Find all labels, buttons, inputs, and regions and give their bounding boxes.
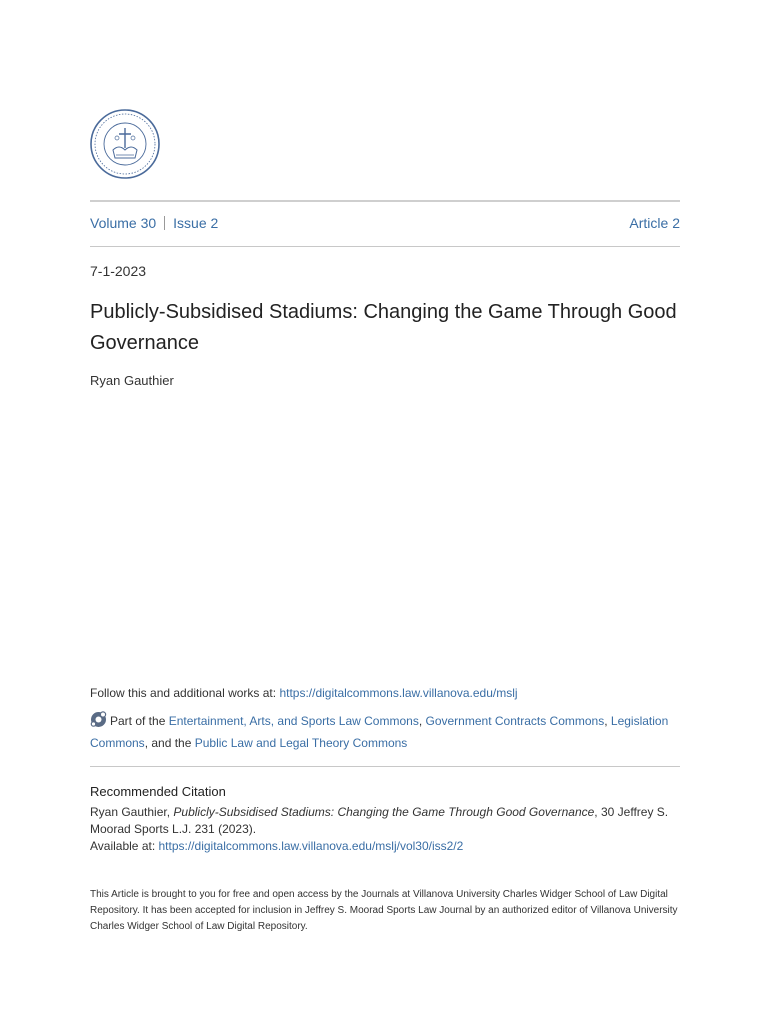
volume-link[interactable]: Volume 30: [90, 215, 157, 231]
entertainment-arts-sports-law-commons-link[interactable]: Entertainment, Arts, and Sports Law Commons: [168, 714, 419, 728]
legislation-commons-link[interactable]: Legislation Commons: [90, 714, 669, 750]
part-of-separator: , and the: [144, 736, 195, 750]
recommended-citation: [90, 804, 680, 855]
part-of-separator: ,: [418, 714, 426, 728]
citation-author: Ryan Gauthier,: [90, 805, 174, 819]
follow-url-link[interactable]: https://digitalcommons.law.villanova.edu/mslj: [279, 686, 518, 700]
citation-title: Publicly-Subsidised Stadiums: Changing the Game Through Good Governance: [173, 805, 595, 819]
article-title: Publicly-Subsidised Stadiums: Changing the Game Through Good Governance: [90, 301, 677, 354]
header-divider-bottom: [90, 246, 680, 247]
open-access-notice: This Article is brought to you for free and open access by the Journals at Villanova University Charles Widger School of Law Digital Repository. It has been accepted for inclusion in Jeffrey S. Moorad Sports Law Journal by an authorized editor of Villanova University Charles Widger School of Law Digital Repository.: [90, 889, 678, 932]
header-divider-top: [90, 200, 680, 202]
part-of-prefix: Part of the: [110, 714, 169, 728]
government-contracts-commons-link[interactable]: Government Contracts Commons: [425, 714, 605, 728]
available-at-url-link[interactable]: https://digitalcommons.law.villanova.edu/mslj/vol30/iss2/2: [158, 839, 464, 853]
network-icon: [90, 711, 107, 728]
citation-details: , 30 Jeffrey S. Moorad Sports L.J. 231 (2023).: [90, 805, 669, 836]
part-of-separator: ,: [604, 714, 611, 728]
article-link[interactable]: Article 2: [629, 215, 680, 231]
issue-link[interactable]: Issue 2: [173, 215, 219, 231]
university-seal-logo: [89, 108, 161, 180]
article-author: Ryan Gauthier: [90, 373, 174, 388]
public-law-legal-theory-commons-link[interactable]: Public Law and Legal Theory Commons: [194, 736, 408, 750]
citation-divider: [90, 766, 680, 767]
recommended-citation-heading: Recommended Citation: [90, 784, 226, 799]
publication-date: 7-1-2023: [90, 263, 147, 279]
volume-issue-links: [90, 215, 218, 231]
issue-navigation-row: [90, 215, 680, 235]
follow-prefix: Follow this and additional works at:: [90, 686, 280, 700]
part-of-commons: [90, 710, 670, 754]
volume-issue-separator: [164, 216, 165, 230]
follow-line: [90, 686, 518, 700]
available-at-prefix: Available at:: [90, 839, 159, 853]
